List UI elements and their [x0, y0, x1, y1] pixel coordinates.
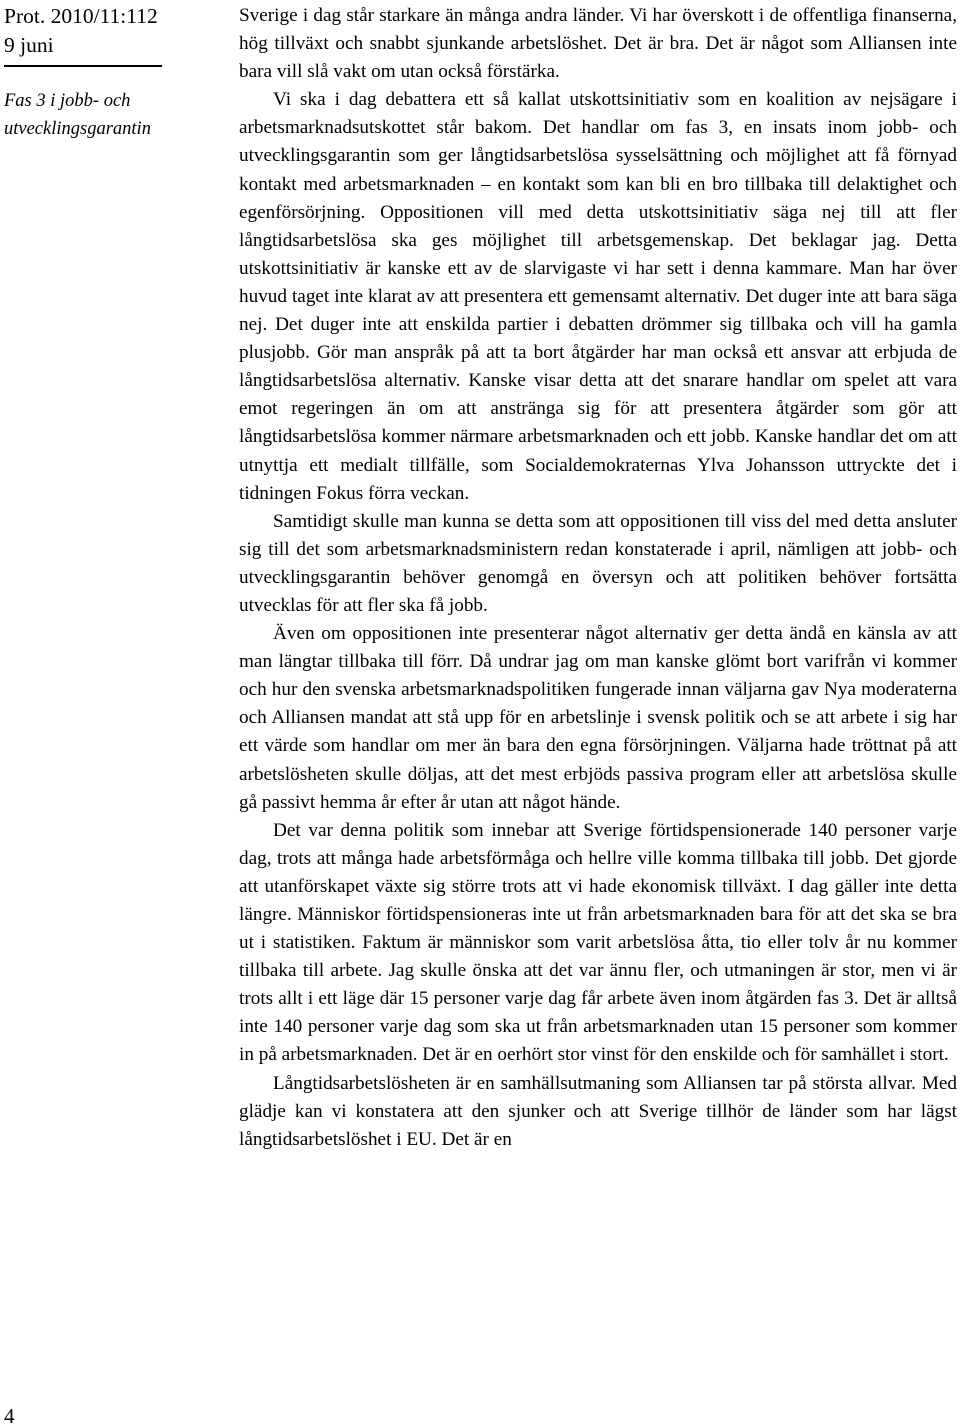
- header-rule: [4, 65, 162, 67]
- topic-heading: Fas 3 i jobb- och utvecklingsgarantin: [4, 91, 151, 139]
- paragraph: Vi ska i dag debattera ett så kallat utskottsinitiativ som en koalition av nejsägare i arbetsmarknadsutskottet står bakom. Det handlar om fas 3, en insats inom jobb- och utvecklingsgarantin som ger långtidsarbetslösa sysselsättning och möjlighet att få förnyad kontakt med arbetsmarknaden – en kontakt som kan bli en bro tillbaka till delaktighet och egenförsörjning. Oppositionen vill med detta utskottsinitiativ säga nej till att fler långtidsarbetslösa ska ges möjlighet till arbetsgemenskap. Det beklagar jag. Detta utskottsinitiativ är kanske ett av de slarvigaste vi har sett i denna kammare. Man har över huvud taget inte klarat av att presentera ett gemensamt alternativ. Det duger inte att bara säga nej. Det duger inte att enskilda partier i debatten drömmer sig tillbaka och vill ha gamla plusjobb. Gör man anspråk på att ta bort åtgärder har man också ett ansvar att erbjuda de långtidsarbetslösa alternativ. Kanske visar detta att det snarare handlar om spelet att vara emot regeringen än om att anstränga sig för att presentera åtgärder som gör att långtidsarbetslösa kommer närmare arbetsmarknaden och ett jobb. Kanske handlar det om att utnyttja ett medialt tillfälle, som Socialdemokraternas Ylva Johansson uttryckte det i tidningen Fokus förra veckan.: [239, 89, 957, 504]
- protocol-number: Prot. 2010/11:112: [4, 4, 158, 28]
- margin-sidebar: [4, 2, 226, 143]
- page-number: 4: [4, 1404, 15, 1428]
- paragraph: Långtidsarbetslösheten är en samhällsutmaning som Alliansen tar på största allvar. Med glädje kan vi konstatera att den sjunker och att Sverige tillhör de länder som har lägst långtidsarbetslöshet i EU. Det är en: [239, 1072, 957, 1150]
- speech-body: [239, 2, 957, 1154]
- protocol-date: 9 juni: [4, 33, 54, 57]
- paragraph: Även om oppositionen inte presenterar något alternativ ger detta ändå en känsla av att man längtar tillbaka till förr. Då undrar jag om man kanske glömt bort varifrån vi kommer och hur den svenska arbetsmarknadspolitiken fungerade innan väljarna gav Nya moderaterna och Alliansen mandat att stå upp för en arbetslinje i svensk politik och se att arbete i sig har ett värde som handlar om mer än bara den egna försörjningen. Väljarna hade tröttnat på att arbetslösheten skulle döljas, att det mest erbjöds passiva program eller att arbetslösa skulle gå passivt hemma år efter år utan att något hände.: [239, 623, 957, 813]
- paragraph: Samtidigt skulle man kunna se detta som att oppositionen till viss del med detta ansluter sig till det som arbetsmarknadsministern redan konstaterade i april, nämligen att jobb- och utvecklingsgarantin behöver genomgå en översyn och att politiken behöver fortsätta utvecklas för att fler ska få jobb.: [239, 510, 957, 616]
- paragraph: Sverige i dag står starkare än många andra länder. Vi har överskott i de offentliga finanserna, hög tillväxt och snabbt sjunkande arbetslöshet. Det är bra. Det är något som Alliansen inte bara vill slå vakt om utan också förstärka.: [239, 5, 957, 83]
- paragraph: Det var denna politik som innebar att Sverige förtidspensionerade 140 personer varje dag, trots att många hade arbetsförmåga och hellre ville komma tillbaka till jobb. Det gjorde att utanförskapet växte sig större trots att vi hade ekonomisk tillväxt. I dag gäller inte detta längre. Människor förtidspensioneras inte ut från arbetsmarknaden bara för att det ska se bra ut i statistiken. Faktum är människor som varit arbetslösa åtta, tio eller tolv år nu kommer tillbaka till arbete. Jag skulle önska att det var ännu fler, och utmaningen är stor, men vi är trots allt i ett läge där 15 personer varje dag får arbete även inom åtgärden fas 3. Det är alltså inte 140 personer varje dag som ska ut från arbetsmarknaden utan 15 personer som kommer in på arbetsmarknaden. Det är en oerhört stor vinst för den enskilde och för samhället i stort.: [239, 819, 957, 1066]
